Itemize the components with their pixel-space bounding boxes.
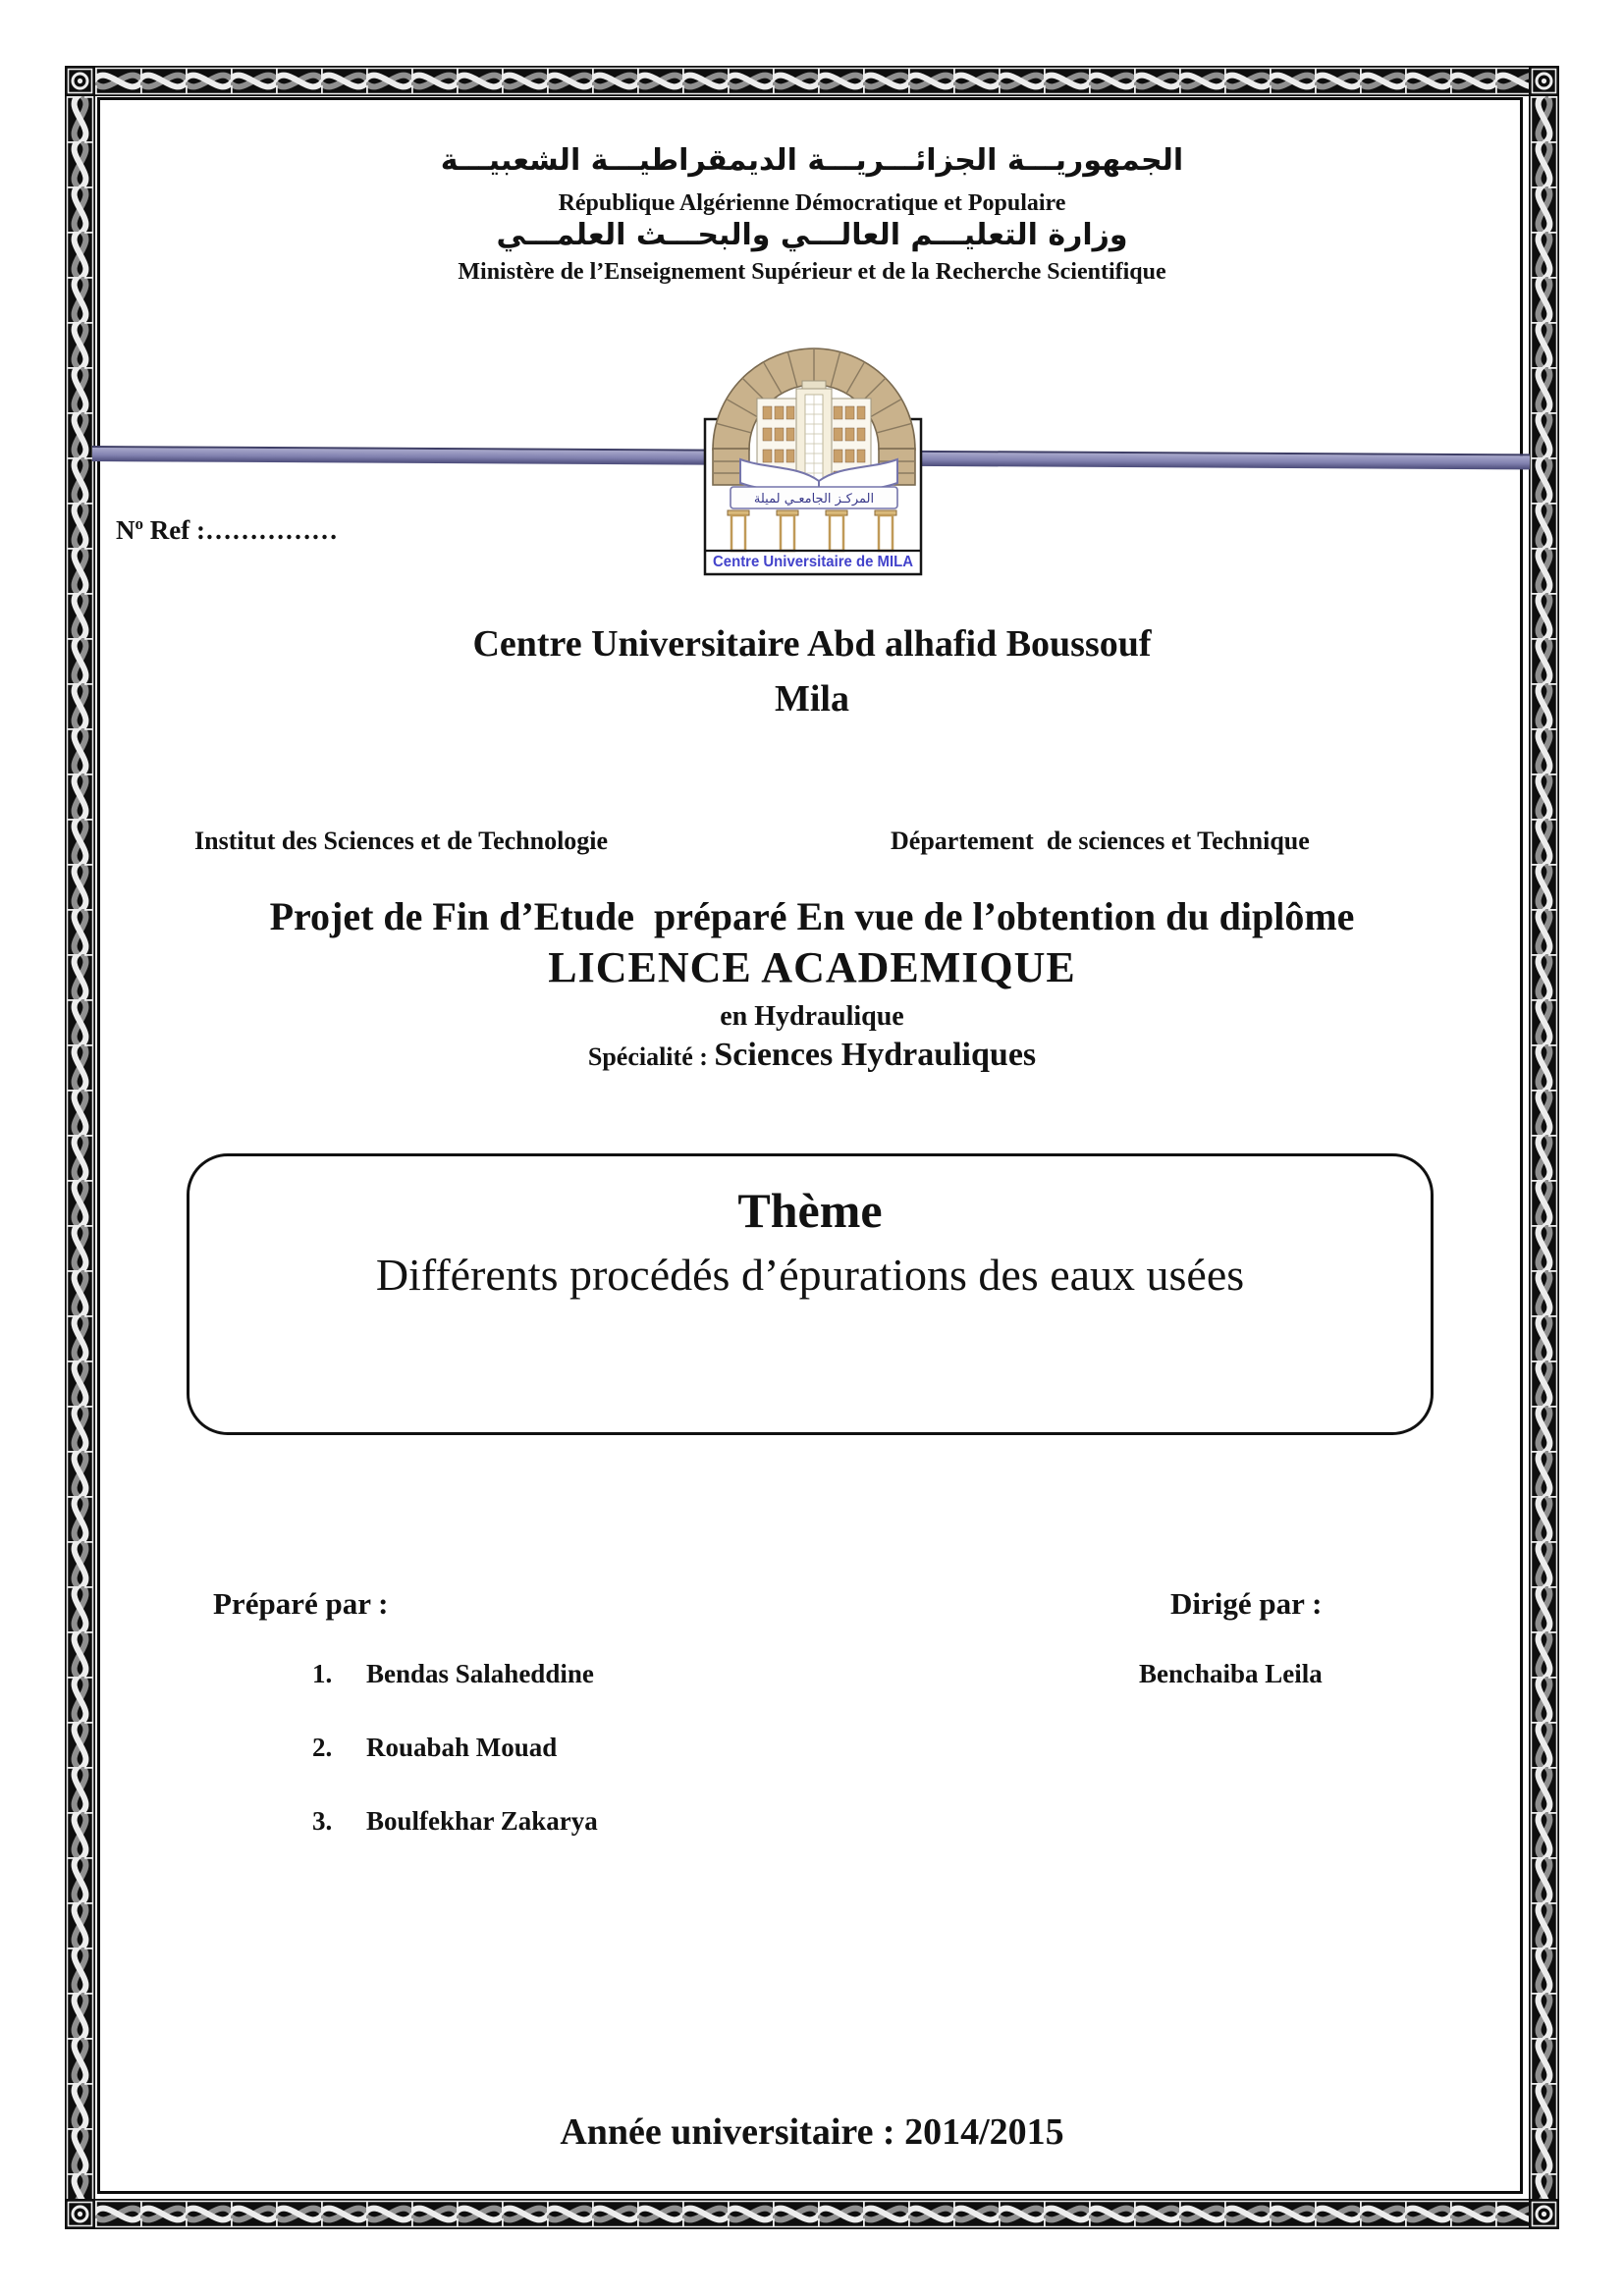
border-corner-top-left — [65, 66, 95, 96]
diploma-speciality: Spécialité : Sciences Hydrauliques — [587, 1037, 1037, 1073]
university-name: Centre Universitaire Abd alhafid Boussouf — [472, 623, 1152, 665]
diploma-field: en Hydraulique — [720, 1001, 904, 1032]
student-item: 2. Rouabah Mouad — [312, 1733, 558, 1762]
directed-by-label: Dirigé par : — [1170, 1586, 1323, 1621]
border-bottom-band — [95, 2199, 1529, 2229]
border-corner-top-right — [1529, 66, 1559, 96]
department-name: Département de sciences et Technique — [891, 827, 1310, 855]
header-arabic-republic: الجمهوريـــة الجزائـــريـــة الديمقراطيـــة الشعبيـــة — [440, 143, 1184, 178]
border-left-band — [65, 96, 95, 2199]
diploma-name: LICENCE ACADEMIQUE — [548, 943, 1076, 991]
logo-banner-arabic: المركـز الجامعـي لميلة — [753, 492, 875, 507]
theme-subtitle: Différents procédés d’épurations des eaux usées — [375, 1250, 1245, 1300]
supervisor-name: Benchaiba Leila — [1139, 1659, 1323, 1688]
logo-banner — [731, 487, 897, 508]
header-french-republic: République Algérienne Démocratique et Populaire — [558, 190, 1066, 216]
border-corner-bottom-left — [65, 2199, 95, 2229]
header-french-ministry: Ministère de l’Enseignement Supérieur et de la Recherche Scientifique — [458, 259, 1166, 285]
border-top-band — [95, 66, 1529, 96]
student-item: 3. Boulfekhar Zakarya — [312, 1806, 598, 1836]
logo-caption: Centre Universitaire de MILA — [713, 554, 913, 570]
header-arabic-ministry: وزارة التعليـــم العالـــي والبحـــث العلمـــي — [496, 218, 1128, 252]
institute-name: Institut des Sciences et de Technologie — [194, 827, 609, 855]
prepared-by-label: Préparé par : — [213, 1586, 389, 1621]
border-right-band — [1529, 96, 1559, 2199]
reference-number: $N^o$ Ref :…………… — [116, 514, 338, 545]
border-corner-bottom-right — [1529, 2199, 1559, 2229]
academic-year: Année universitaire : 2014/2015 — [560, 2111, 1064, 2153]
university-city: Mila — [775, 678, 849, 720]
student-item: 1. Bendas Salaheddine — [312, 1659, 594, 1688]
theme-title: Thème — [737, 1183, 883, 1238]
theme-box — [187, 1153, 1434, 1435]
university-logo — [703, 340, 935, 577]
project-title-line: Projet de Fin d’Etude préparé En vue de l’obtention du diplôme — [269, 894, 1355, 938]
